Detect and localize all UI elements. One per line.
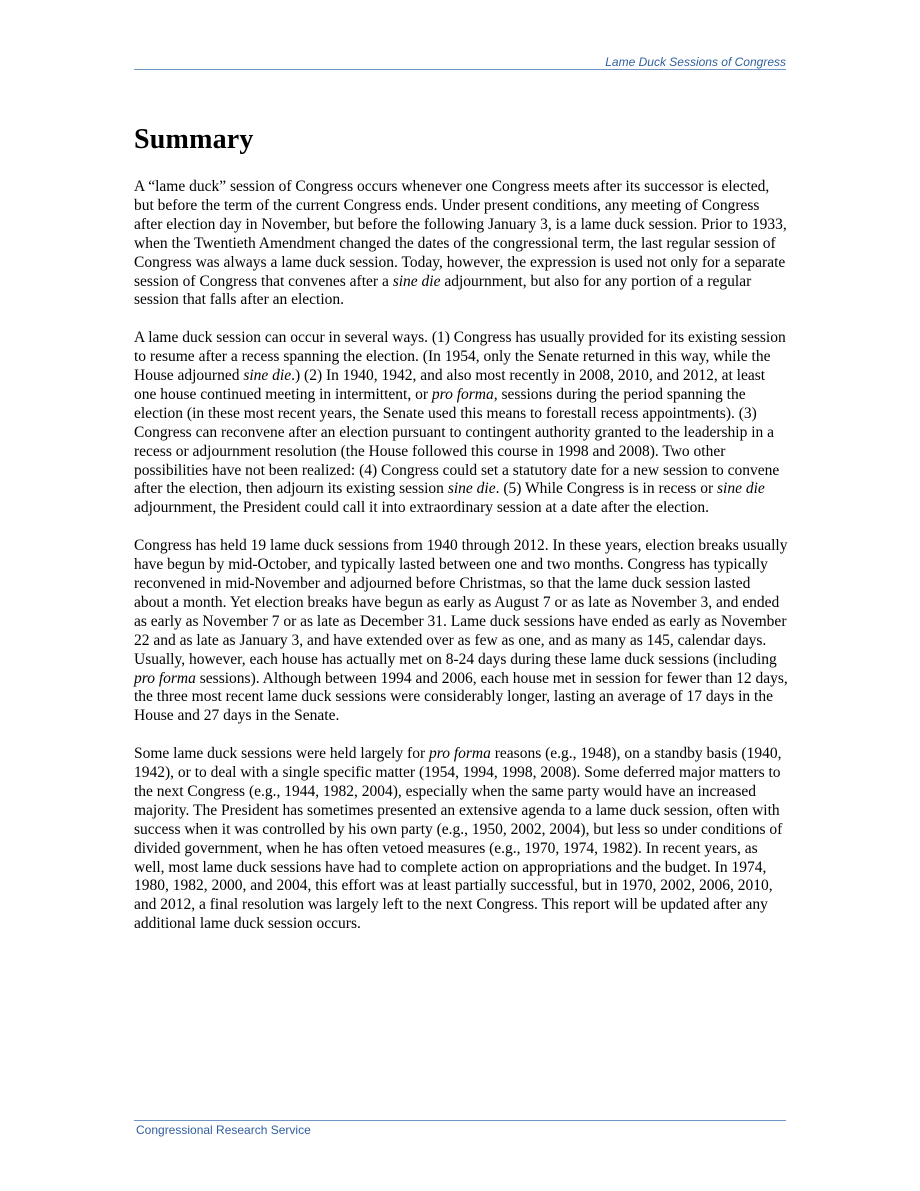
running-header: Lame Duck Sessions of Congress bbox=[605, 55, 786, 69]
italic-term: pro forma, bbox=[431, 385, 498, 403]
footer-org: Congressional Research Service bbox=[136, 1123, 311, 1137]
text-run: Congress has held 19 lame duck sessions from 1940 through 2012. In these years, election breaks usually have begun by mid-October, and typically lasted between one and two months. Congress has typically reconvened in mid-November and adjourned before Christmas, so that the lame duck session lasted about a month. Yet election breaks have begun as early as August 7 or as late as November 3, and ended as early as November 7 or as late as December 31. Lame duck sessions have ended as early as November 22 and as late as January 3, and have extended over as few as one, and as many as 145, calendar days. Usually, however, each house has actually met on 8-24 days during these lame duck sessions (including bbox=[134, 537, 788, 668]
paragraph-3 bbox=[134, 537, 788, 726]
italic-term: pro forma bbox=[134, 669, 196, 687]
text-run: sessions). Although between 1994 and 2006, each house met in session for fewer than 12 days, the three most recent lame duck sessions were considerably longer, lasting an average of 17 days in the House and 27 days in the Senate. bbox=[134, 669, 788, 725]
italic-term: pro forma bbox=[429, 745, 491, 763]
text-run: adjournment, but also for any portion of a regular session that falls after an election. bbox=[134, 272, 752, 309]
italic-term: sine die bbox=[717, 480, 765, 498]
summary-body bbox=[134, 178, 788, 953]
text-run: Some lame duck sessions were held largely for bbox=[134, 745, 429, 763]
text-run: A “lame duck” session of Congress occurs whenever one Congress meets after its successor is elected, but before the term of the current Congress ends. Under present conditions, any meeting of Congress after election day in November, but before the following January 3, is a lame duck session. Prior to 1933, when the Twentieth Amendment changed the dates of the congressional term, the last regular session of Congress was always a lame duck session. Today, however, the expression is used not only for a separate session of Congress that convenes after a bbox=[134, 178, 787, 290]
text-run: reasons (e.g., 1948), on a standby basis (1940, 1942), or to deal with a single specific matter (1954, 1994, 1998, 2008). Some deferred major matters to the next Congress (e.g., 1944, 1982, 2004), especially when the same party would have an increased majority. The President has sometimes presented an extensive agenda to a lame duck session, often with success when it was controlled by his own party (e.g., 1950, 2002, 2004), but less so under conditions of divided government, when he has often vetoed measures (e.g., 1970, 1974, 1982). In recent years, as well, most lame duck sessions have had to complete action on appropriations and the budget. In 1974, 1980, 1982, 2000, and 2004, this effort was at least partially successful, but in 1970, 2002, 2006, 2010, and 2012, a final resolution was largely left to the next Congress. This report will be updated after any additional lame duck session occurs. bbox=[134, 745, 783, 933]
italic-term: sine die bbox=[392, 272, 441, 290]
section-title: Summary bbox=[134, 124, 254, 155]
text-run: adjournment, the President could call it into extraordinary session at a date after the election. bbox=[134, 499, 710, 517]
text-run: .) (2) In 1940, 1942, and also most recently in 2008, 2010, and 2012, at least one house continued meeting in intermittent, or bbox=[134, 367, 766, 403]
footer-rule bbox=[134, 1120, 786, 1121]
paragraph-1 bbox=[134, 178, 788, 310]
italic-term: sine die bbox=[447, 480, 496, 498]
paragraph-2 bbox=[134, 329, 788, 518]
text-run: . (5) While Congress is in recess or bbox=[495, 480, 717, 498]
header-rule bbox=[134, 69, 786, 70]
paragraph-4 bbox=[134, 745, 788, 934]
italic-term: sine die bbox=[243, 367, 292, 385]
text-run: A lame duck session can occur in several ways. (1) Congress has usually provided for its existing session to resume after a recess spanning the election. (In 1954, only the Senate returned in this way, while the House adjourned bbox=[134, 329, 786, 385]
text-run: sessions during the period spanning the election (in these most recent years, the Senate used this means to forestall recess appointments). (3) Congress can reconvene after an election pursuant to contingent authority granted to the leadership in a recess or adjournment resolution (the House followed this course in 1998 and 2008). Two other possibilities have not been realized: (4) Congress could set a statutory date for a new session to convene after the election, then adjourn its existing session bbox=[134, 385, 780, 498]
